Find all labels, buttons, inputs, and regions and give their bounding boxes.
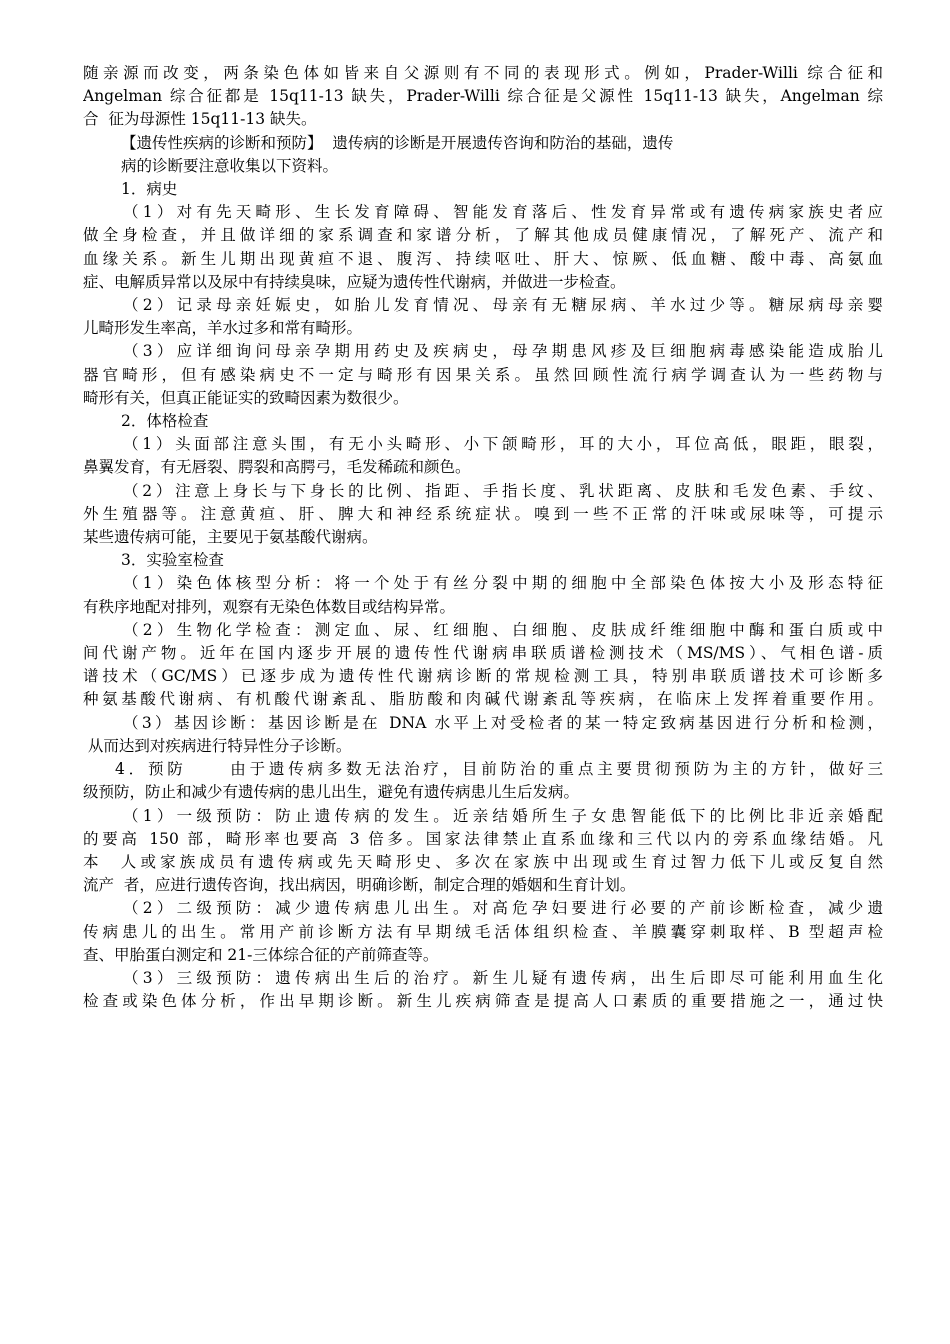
text-line: 有秩序地配对排列，观察有无染色体数目或结构异常。 xyxy=(83,597,456,616)
text-line: （3）三级预防：遗传病出生后的治疗。新生儿疑有遗传病，出生后即尽可能利用血生化 xyxy=(123,968,883,987)
text-line: 级预防，防止和减少有遗传病的患儿出生，避免有遗传病患儿生后发病。 xyxy=(83,783,580,802)
text-line: （3）基因诊断：基因诊断是在 DNA 水平上对受检者的某一特定致病基因进行分析和检测， xyxy=(123,713,883,732)
section-heading: 3．实验室检查 xyxy=(121,551,224,570)
section-heading: 1．病史 xyxy=(121,180,178,199)
text-line: 查、甲胎蛋白测定和 21-三体综合征的产前筛查等。 xyxy=(83,945,439,964)
text-line: 间代谢产物。近年在国内逐步开展的遗传性代谢病串联质谱检测技术（MS/MS）、气相色谱-质 xyxy=(83,644,883,663)
text-line: 的要高 150 部，畸形率也要高 3 倍多。国家法律禁止直系血缘和三代以内的旁系血缘结婚。凡 xyxy=(83,829,883,848)
text-line: 检查或染色体分析，作出早期诊断。新生儿疾病筛查是提高人口素质的重要措施之一，通过快 xyxy=(83,992,883,1011)
text-line: （1）对有先天畸形、生长发育障碍、智能发育落后、性发育异常或有遗传病家族史者应 xyxy=(123,203,883,222)
section-heading: 4．预防 由于遗传病多数无法治疗，目前防治的重点主要贯彻预防为主的方针，做好三 xyxy=(115,760,883,779)
text-line: 外生殖器等。注意黄疸、肝、脾大和神经系统症状。嗅到一些不正常的汗味或尿味等，可提示 xyxy=(83,504,883,523)
text-line: Angelman 综合征都是 15q11-13 缺失，Prader-Willi 综合征是父源性 15q11-13 缺失，Angelman 综 xyxy=(83,87,883,106)
text-line: 某些遗传病可能，主要见于氨基酸代谢病。 xyxy=(83,528,378,547)
text-line: 器官畸形，但有感染病史不一定与畸形有因果关系。虽然回顾性流行病学调查认为一些药物与 xyxy=(83,365,883,384)
text-line: （2）生物化学检查：测定血、尿、红细胞、白细胞、皮肤成纤维细胞中酶和蛋白质或中 xyxy=(123,620,883,639)
text-line: 鼻翼发育，有无唇裂、腭裂和高腭弓，毛发稀疏和颜色。 xyxy=(83,458,471,477)
text-line: （3）应详细询问母亲孕期用药史及疾病史，母孕期患风疹及巨细胞病毒感染能造成胎儿 xyxy=(123,342,883,361)
text-line: （1）头面部注意头围，有无小头畸形、小下颌畸形，耳的大小，耳位高低，眼距，眼裂， xyxy=(123,435,883,454)
text-line: 从而达到对疾病进行特异性分子诊断。 xyxy=(83,736,352,755)
text-line: 儿畸形发生率高，羊水过多和常有畸形。 xyxy=(83,319,363,338)
section-heading: 2．体格检查 xyxy=(121,412,209,431)
text-line: （1）染色体核型分析：将一个处于有丝分裂中期的细胞中全部染色体按大小及形态特征 xyxy=(123,574,883,593)
text-line: 病的诊断要注意收集以下资料。 xyxy=(121,156,339,175)
text-line: 随亲源而改变，两条染色体如皆来自父源则有不同的表现形式。例如，Prader-Willi 综合征和 xyxy=(83,64,883,82)
text-line: （2）记录母亲妊娠史，如胎儿发育情况、母亲有无糖尿病、羊水过少等。糖尿病母亲婴 xyxy=(123,296,883,315)
text-line: （2）注意上身长与下身长的比例、指距、手指长度、乳状距离、皮肤和毛发色素、手纹、 xyxy=(123,481,883,500)
text-line: 种氨基酸代谢病、有机酸代谢紊乱、脂肪酸和肉碱代谢紊乱等疾病，在临床上发挥着重要作用。 xyxy=(83,690,883,709)
text-line: （1）一级预防：防止遗传病的发生。近亲结婚所生子女患智能低下的比例比非近亲婚配 xyxy=(123,806,883,825)
text-line: 畸形有关，但真正能证实的致畸因素为数很少。 xyxy=(83,388,409,407)
text-line: 流产 者，应进行遗传咨询，找出病因，明确诊断，制定合理的婚姻和生育计划。 xyxy=(83,876,636,895)
text-line: （2）二级预防：减少遗传病患儿出生。对高危孕妇要进行必要的产前诊断检查，减少遗 xyxy=(123,899,883,918)
text-line: 传病患儿的出生。常用产前诊断方法有早期绒毛活体组织检查、羊膜囊穿刺取样、B 型超声检 xyxy=(83,922,883,941)
text-line: 做全身检查，并且做详细的家系调查和家谱分析，了解其他成员健康情况，了解死产、流产和 xyxy=(83,226,883,245)
text-line: 本 人或家族成员有遗传病或先天畸形史、多次在家族中出现或生育过智力低下儿或反复自然 xyxy=(83,852,883,871)
document-page xyxy=(83,62,883,1013)
section-heading: 【遗传性疾病的诊断和预防】 遗传病的诊断是开展遗传咨询和防治的基础，遗传 xyxy=(121,133,674,152)
text-line: 谱技术（GC/MS）已逐步成为遗传性代谢病诊断的常规检测工具，特别串联质谱技术可诊断多 xyxy=(83,667,883,686)
text-line: 合 征为母源性 15q11-13 缺失。 xyxy=(83,110,317,129)
text-line: 血缘关系。新生儿期出现黄疸不退、腹泻、持续呕吐、肝大、惊厥、低血糖、酸中毒、高氨血 xyxy=(83,249,883,268)
text-line: 症、电解质异常以及尿中有持续臭味，应疑为遗传性代谢病，并做进一步检查。 xyxy=(83,272,626,291)
